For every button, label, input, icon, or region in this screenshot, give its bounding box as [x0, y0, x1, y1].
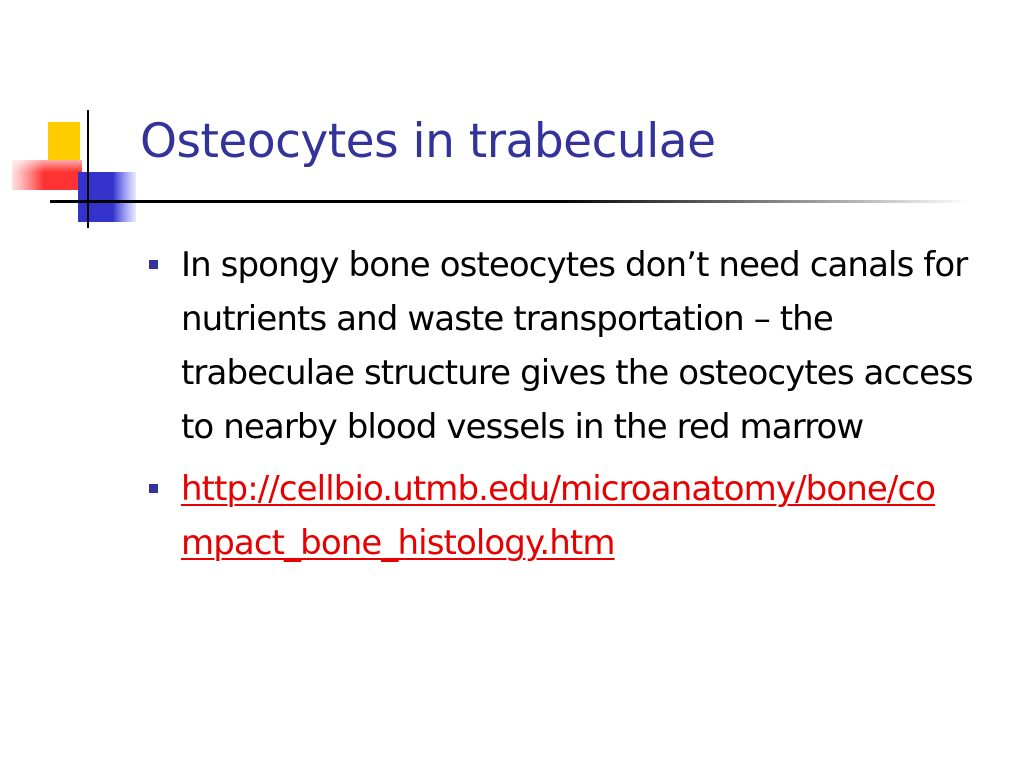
bullet-text-spongy-bone: In spongy bone osteocytes don’t need canals for nutrients and waste transportation – the trabeculae structure gives the osteocytes access to nearby blood vessels in the red marrow [181, 245, 973, 447]
bullet-item [142, 462, 1002, 570]
bullet-list [142, 238, 1002, 578]
square-bullet-icon [149, 260, 158, 269]
reference-link[interactable]: http://cellbio.utmb.edu/microanatomy/bone/compact_bone_histology.htm [181, 469, 936, 563]
bullet-item [142, 238, 1002, 454]
title-underline-rule [50, 200, 970, 203]
slide-title: Osteocytes in trabeculae [140, 114, 716, 169]
logo-blue-square [78, 172, 136, 222]
square-bullet-icon [149, 484, 158, 493]
corner-logo-icon [0, 0, 150, 240]
